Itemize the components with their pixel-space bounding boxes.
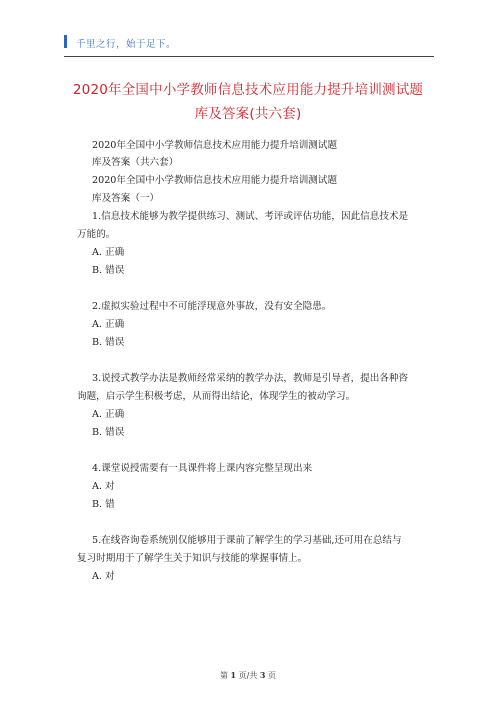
question-5-text-cont: 复习时期用于了解学生关于知识与技能的掌握事情上。 — [77, 553, 308, 564]
question-2-option-b: B. 错误 — [92, 337, 125, 348]
page-footer — [0, 670, 496, 681]
footer-current-page: 1 — [230, 670, 237, 680]
footer-middle: 页/共 — [238, 671, 258, 680]
question-1-option-b: B. 错误 — [92, 265, 125, 276]
question-4-option-b: B. 错 — [92, 499, 115, 510]
question-3-option-b: B. 错误 — [92, 427, 125, 438]
question-1-text-cont: 万能的。 — [77, 229, 116, 240]
intro-line-3: 2020年全国中小学教师信息技术应用能力提升培训测试题 — [92, 175, 338, 186]
question-1-option-a: A. 正确 — [92, 247, 125, 258]
footer-total-pages: 3 — [259, 670, 266, 680]
question-3-option-a: A. 正确 — [92, 409, 125, 420]
intro-line-4: 库及答案（一） — [92, 193, 160, 204]
question-3-text: 3.说授式教学办法是教师经常采纳的教学办法，教师是引导者，提出各种咨 — [92, 373, 409, 384]
footer-suffix: 页 — [268, 671, 277, 680]
intro-line-1: 2020年全国中小学教师信息技术应用能力提升培训测试题 — [92, 140, 338, 151]
question-5-option-a: A. 对 — [92, 571, 115, 582]
question-4-option-a: A. 对 — [92, 481, 115, 492]
footer-prefix: 第 — [219, 671, 228, 680]
question-1-text: 1.信息技术能够为教学提供练习、测试、考评或评估功能，因此信息技术是 — [92, 211, 409, 222]
document-title-line-2: 库及答案(共六套) — [194, 106, 302, 122]
header-motto: 千里之行，始于足下。 — [76, 39, 177, 50]
header-divider — [64, 56, 434, 57]
header-accent-bar — [64, 35, 67, 48]
question-3-text-cont: 询题，启示学生积极考虑，从而得出结论，体现学生的被动学习。 — [77, 391, 356, 402]
question-5-text: 5.在线咨询卷系统别仅能够用于课前了解学生的学习基础,还可用在总结与 — [92, 535, 402, 546]
document-title-line-1: 2020年全国中小学教师信息技术应用能力提升培训测试题 — [72, 82, 424, 98]
question-4-text: 4.课堂说授需要有一具课件将上课内容完整呈现出来 — [92, 463, 313, 474]
intro-line-2: 库及答案（共六套） — [92, 157, 179, 168]
question-2-option-a: A. 正确 — [92, 319, 125, 330]
question-2-text: 2.虚拟实验过程中不可能浮现意外事故，没有安全隐患。 — [92, 301, 332, 312]
